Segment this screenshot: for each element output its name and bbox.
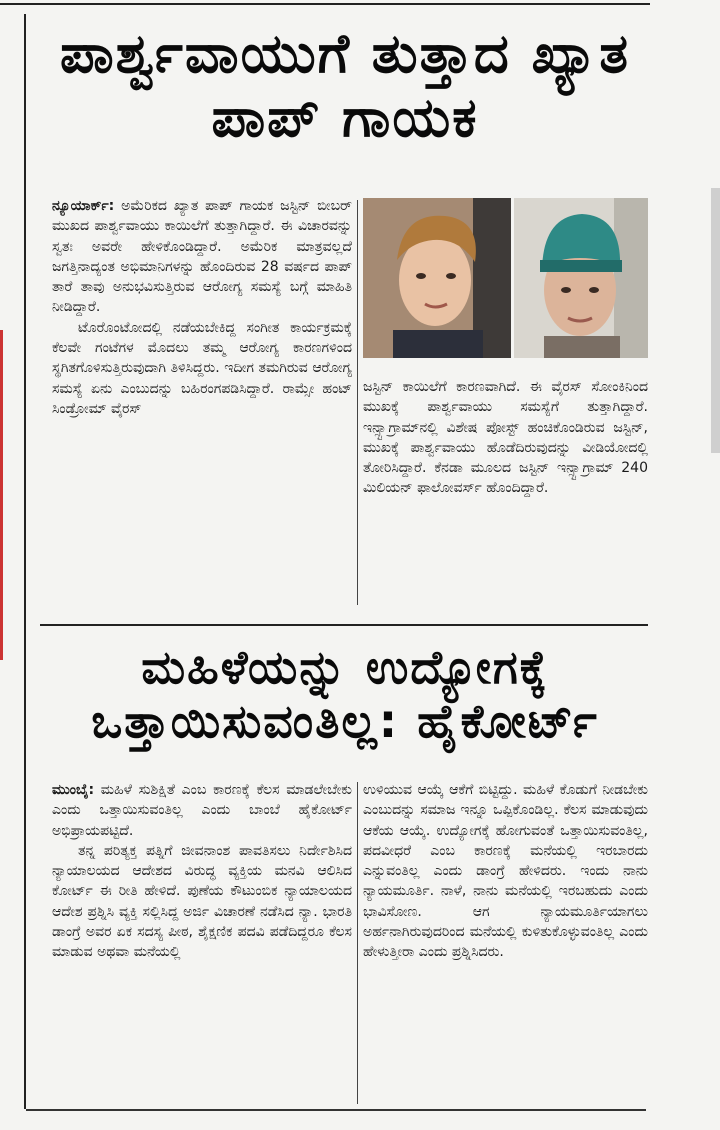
left-column-rule — [24, 14, 26, 1109]
article1-paragraph-3: ಜಸ್ಟಿನ್ ಕಾಯಿಲೆಗೆ ಕಾರಣವಾಗಿದೆ. ಈ ವೈರಸ್ ಸೋಂಕಿನಿಂದ ಮುಖಕ್ಕೆ ಪಾರ್ಶ್ವವಾಯು ಸಮಸ್ಯೆಗೆ ತುತ್ತಾಗಿದ್ದಾರೆ. ಇನ್ಸ್ಟಾಗ್ರಾಮ್‌ನಲ್ಲಿ ವಿಶೇಷ ಪೋಸ್ಟ್ ಹಂಚಿಕೊಂಡಿರುವ ಜಸ್ಟಿನ್, ಮುಖಕ್ಕೆ ಪಾರ್ಶ್ವವಾಯು ಹೊಡೆದಿರುವುದನ್ನು ವೀಡಿಯೋದಲ್ಲಿ ತೋರಿಸಿದ್ದಾರೆ. ಕೆನಡಾ ಮೂಲದ ಜಸ್ಟಿನ್ ಇನ್ಸ್ಟಾಗ್ರಾಮ್ 240 ಮಿಲಿಯನ್ ಫಾಲೋವರ್ಸ್ ಹೊಂದಿದ್ದಾರೆ. — [363, 379, 648, 497]
article2-headline: ಮಹಿಳೆಯನ್ನು ಉದ್ಯೋಗಕ್ಕೆ ಒತ್ತಾಯಿಸುವಂತಿಲ್ಲ: ಹೈಕೋರ್ಟ್ — [91, 640, 599, 749]
photo-after — [514, 198, 648, 358]
photo-before — [363, 198, 511, 358]
article1-column-divider — [357, 200, 358, 605]
bottom-rule — [26, 1109, 646, 1111]
article2-left-column — [52, 780, 352, 963]
article2-paragraph-1: ಮುಂಬೈ: ಮಹಿಳೆ ಸುಶಿಕ್ಷಿತೆ ಎಂಬ ಕಾರಣಕ್ಕೆ ಕೆಲಸ ಮಾಡಲೇಬೇಕು ಎಂದು ಒತ್ತಾಯಿಸುವಂತಿಲ್ಲ ಎಂದು ಬಾಂಬೆ ಹೈಕೋರ್ಟ್ ಅಭಿಪ್ರಾಯಪಟ್ಟಿದೆ. — [52, 782, 352, 839]
left-edge-mark — [0, 330, 3, 660]
article2-column-divider — [357, 782, 358, 1104]
article1-right-column — [363, 377, 648, 499]
article2-paragraph-2: ತನ್ನ ಪರಿತ್ಯಕ್ತ ಪತ್ನಿಗೆ ಜೀವನಾಂಶ ಪಾವತಿಸಲು ನಿರ್ದೇಶಿಸಿದ ನ್ಯಾಯಾಲಯದ ಆದೇಶದ ವಿರುದ್ಧ ವ್ಯಕ್ತಿಯ ಮನವಿ ಆಲಿಸಿದ ಕೋರ್ಟ್ ಈ ರೀತಿ ಹೇಳಿದೆ. ಪುಣೆಯ ಕೌಟುಂಬಿಕ ನ್ಯಾಯಾಲಯದ ಆದೇಶ ಪ್ರಶ್ನಿಸಿ ವ್ಯಕ್ತಿ ಸಲ್ಲಿಸಿದ್ದ ಅರ್ಜಿ ವಿಚಾರಣೆ ನಡೆಸಿದ ನ್ಯಾ. ಭಾರತಿ ಡಾಂಗ್ರೆ ಅವರ ಏಕ ಸದಸ್ಯ ಪೀಠ, ಶೈಕ್ಷಣಿಕ ಪದವಿ ಪಡೆದಿದ್ದರೂ ಕೆಲಸ ಮಾಡುವ ಅಥವಾ ಮನೆಯಲ್ಲಿ — [52, 842, 352, 961]
singer-portrait-image — [363, 198, 511, 358]
article2-paragraph-3: ಉಳಿಯುವ ಆಯ್ಕೆ ಆಕೆಗೆ ಬಿಟ್ಟಿದ್ದು. ಮಹಿಳೆ ಕೊಡುಗೆ ನೀಡಬೇಕು ಎಂಬುದನ್ನು ಸಮಾಜ ಇನ್ನೂ ಒಪ್ಪಿಕೊಂಡಿಲ್ಲ. ಕೆಲಸ ಮಾಡುವುದು ಆಕೆಯ ಆಯ್ಕೆ. ಉದ್ಯೋಗಕ್ಕೆ ಹೋಗುವಂತೆ ಒತ್ತಾಯಿಸುವಂತಿಲ್ಲ, ಪದವೀಧರೆ ಎಂಬ ಕಾರಣಕ್ಕೆ ಮನೆಯಲ್ಲಿ ಇರಬಾರದು ಎನ್ನುವಂತಿಲ್ಲ ಎಂದು ಡಾಂಗ್ರೆ ಹೇಳಿದರು. ಇಂದು ನಾನು ನ್ಯಾಯಮೂರ್ತಿ. ನಾಳೆ, ನಾನು ಮನೆಯಲ್ಲಿ ಇರಬಹುದು ಎಂದು ಭಾವಿಸೋಣ. ಆಗ ನ್ಯಾಯಮೂರ್ತಿಯಾಗಲು ಅರ್ಹನಾಗಿರುವುದರಿಂದ ಮನೆಯಲ್ಲಿ ಕುಳಿತುಕೊಳ್ಳುವಂತಿಲ್ಲ ಎಂದು ಹೇಳುತ್ತೀರಾ ಎಂದು ಪ್ರಶ್ನಿಸಿದರು. — [363, 782, 648, 961]
top-rule — [0, 3, 650, 5]
article1-dateline: ನ್ಯೂಯಾರ್ಕ್: — [52, 198, 115, 214]
article1-paragraph-2: ಟೊರೊಂಟೋದಲ್ಲಿ ನಡೆಯಬೇಕಿದ್ದ ಸಂಗೀತ ಕಾರ್ಯಕ್ರಮಕ್ಕೆ ಕೆಲವೇ ಗಂಟೆಗಳ ಮೊದಲು ತಮ್ಮ ಆರೋಗ್ಯ ಕಾರಣಗಳಿಂದ ಸ್ಥಗಿತಗೊಳಿಸುತ್ತಿರುವುದಾಗಿ ತಿಳಿಸಿದ್ದರು. ಇದೀಗ ತಮಗಿರುವ ಆರೋಗ್ಯ ಸಮಸ್ಯೆ ಏನು ಎಂಬುದನ್ನು ಬಹಿರಂಗಪಡಿಸಿದ್ದಾರೆ. ರಾಮ್ಸೇ ಹಂಟ್ ಸಿಂಡ್ರೋಮ್ ವೈರಸ್ — [52, 319, 352, 417]
article2-right-column — [363, 780, 648, 963]
scrollbar[interactable] — [711, 188, 720, 453]
article2-dateline: ಮುಂಬೈ: — [52, 782, 95, 798]
article1-paragraph-1: ನ್ಯೂಯಾರ್ಕ್: ಅಮೆರಿಕದ ಖ್ಯಾತ ಪಾಪ್ ಗಾಯಕ ಜಸ್ಟಿನ್ ಬೀಬರ್ ಮುಖದ ಪಾರ್ಶ್ವವಾಯು ಕಾಯಿಲೆಗೆ ತುತ್ತಾಗಿದ್ದಾರೆ. ಈ ವಿಚಾರವನ್ನು ಸ್ವತಃ ಅವರೇ ಹೇಳಿಕೊಂಡಿದ್ದಾರೆ. ಅಮೆರಿಕ ಮಾತ್ರವಲ್ಲದೆ ಜಗತ್ತಿನಾದ್ಯಂತ ಅಭಿಮಾನಿಗಳನ್ನು ಹೊಂದಿರುವ 28 ವರ್ಷದ ಪಾಪ್ ತಾರೆ ತಾವು ಅನುಭವಿಸುತ್ತಿರುವ ಆರೋಗ್ಯ ಸಮಸ್ಯೆ ಬಗ್ಗೆ ಮಾಹಿತಿ ನೀಡಿದ್ದಾರೆ. — [52, 198, 352, 316]
article1-left-column — [52, 196, 352, 419]
article1-headline: ಪಾರ್ಶ್ವವಾಯುಗೆ ತುತ್ತಾದ ಖ್ಯಾತ ಪಾಪ್ ಗಾಯಕ — [59, 22, 630, 149]
singer-selfie-image — [514, 198, 648, 358]
article-separator — [40, 624, 648, 626]
